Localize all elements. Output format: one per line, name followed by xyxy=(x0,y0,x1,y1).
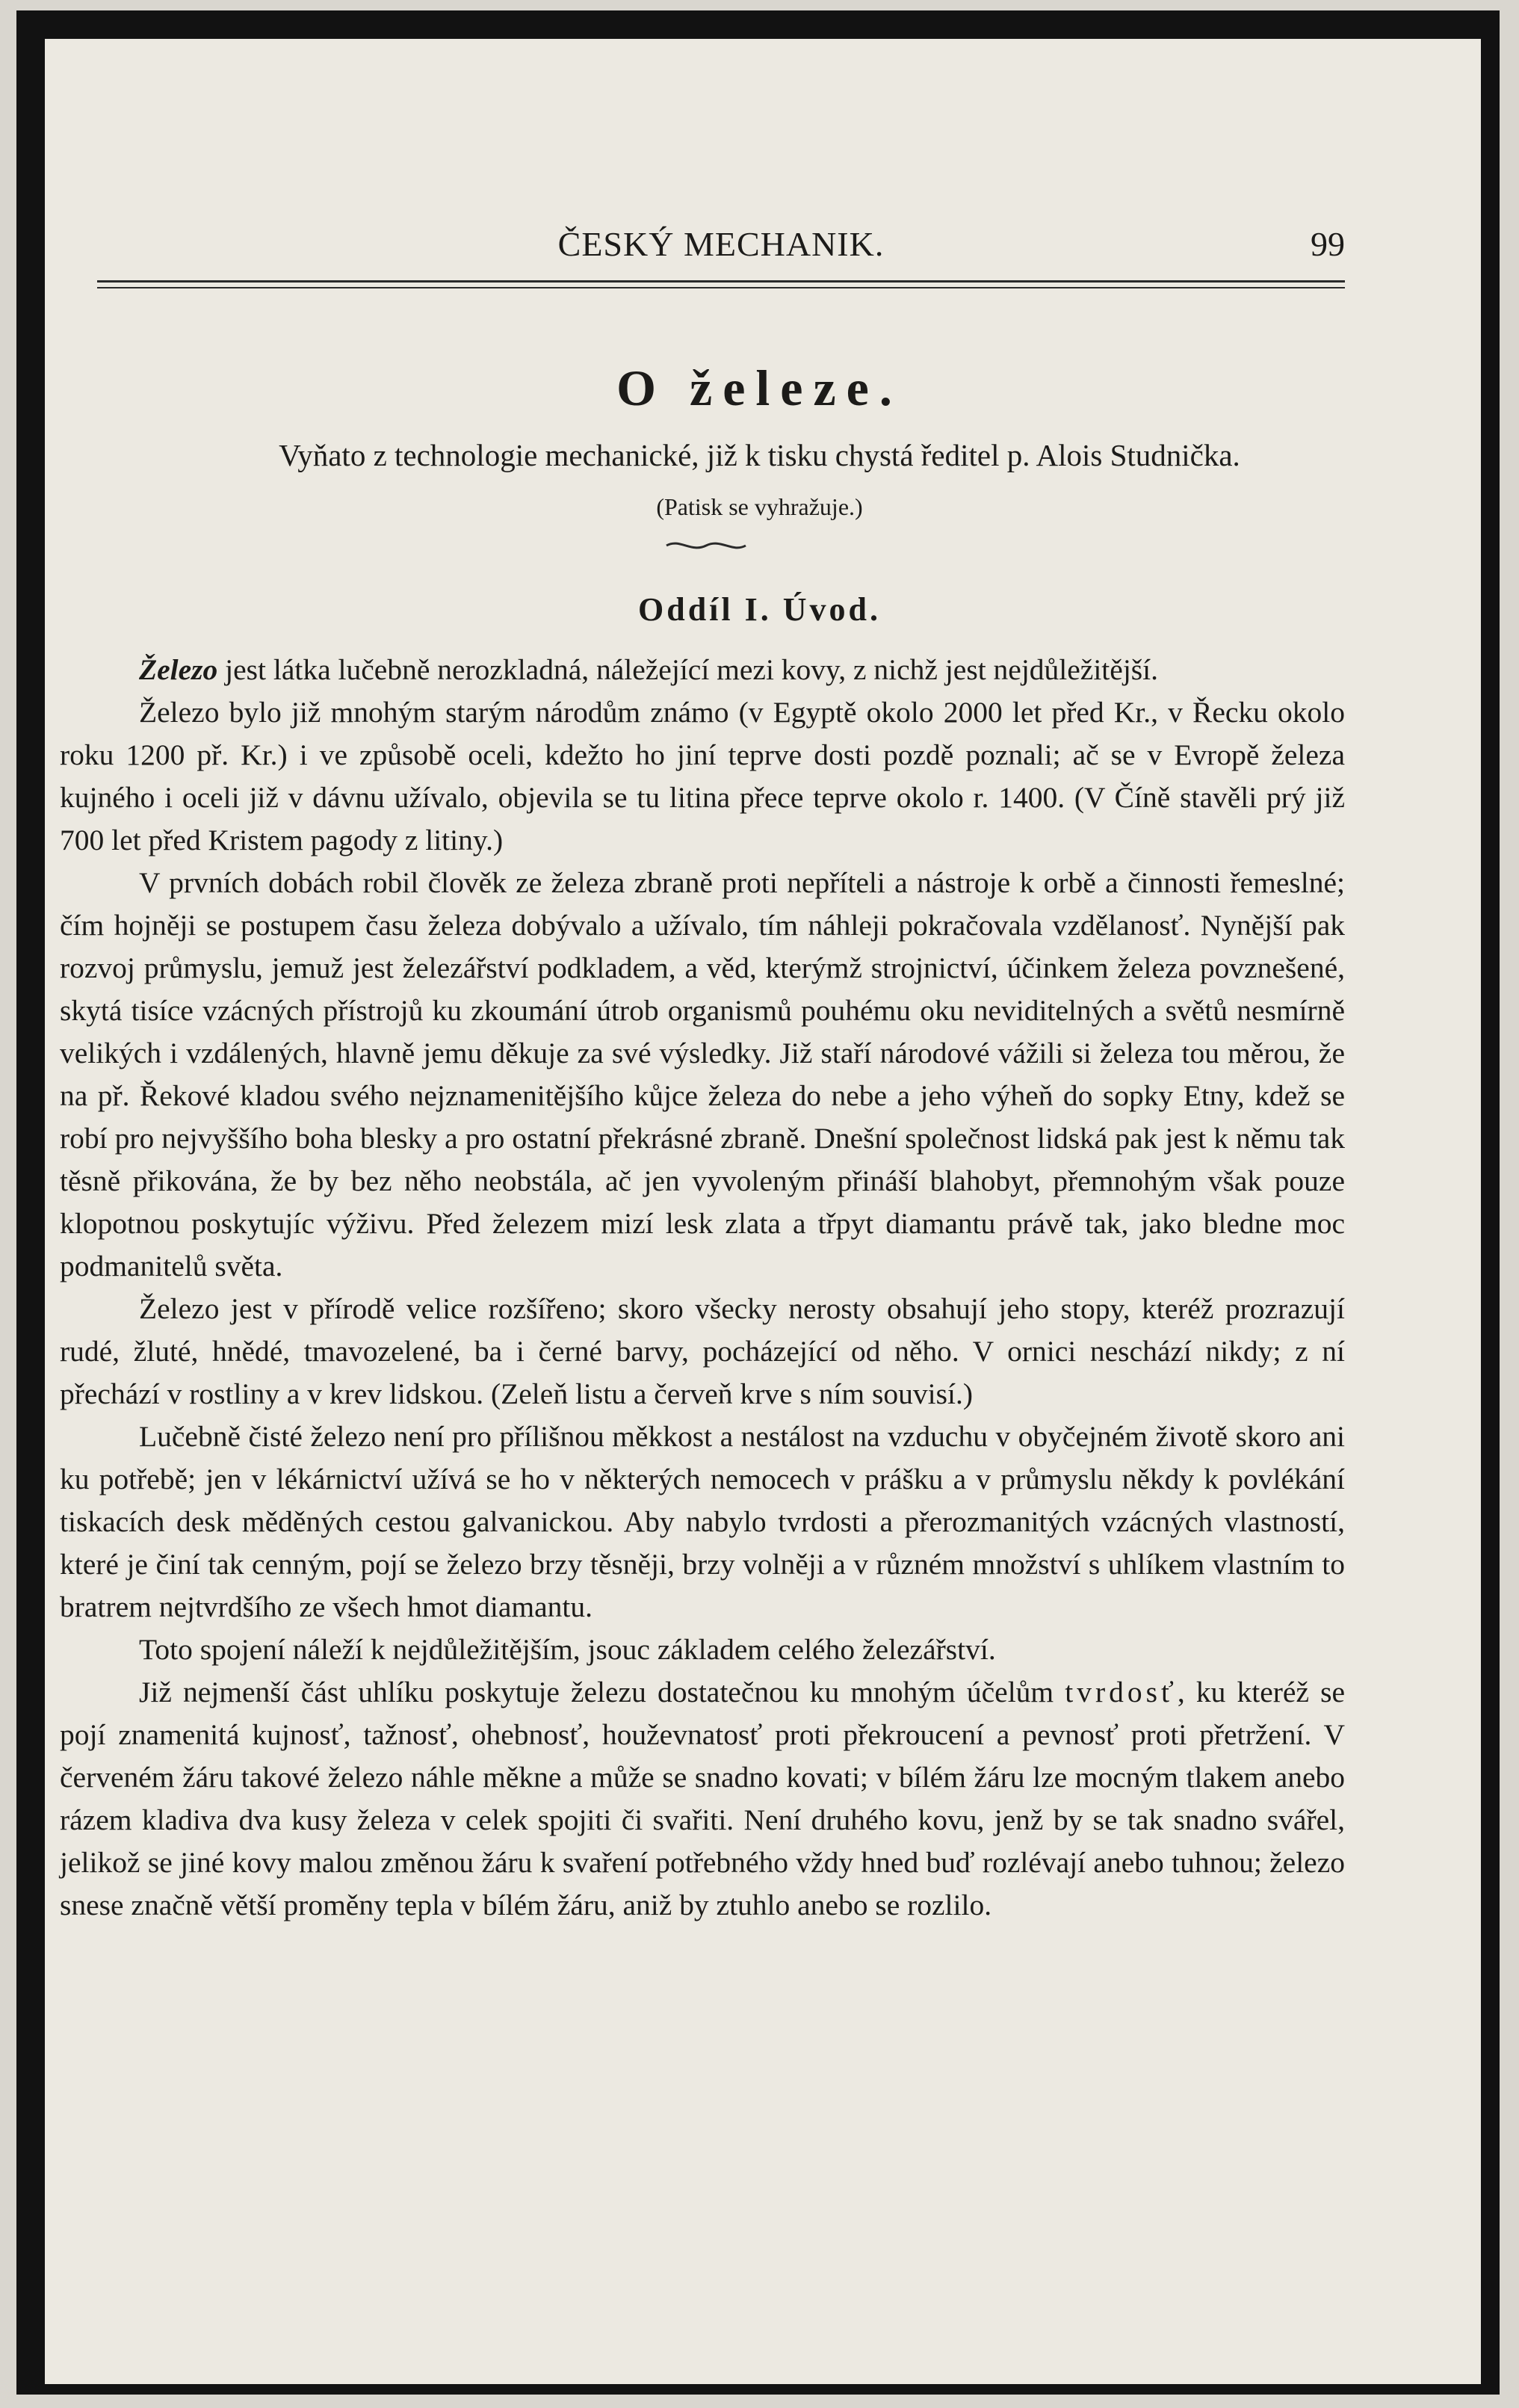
article-subtitle: Vyňato z technologie mechanické, již k tisku chystá ředitel p. Alois Studnička. xyxy=(279,438,1240,472)
article-title: O železe. xyxy=(616,359,903,416)
page-number: 99 xyxy=(1311,225,1345,263)
header-rule xyxy=(97,280,1345,283)
reprint-notice: (Patisk se vyhražuje.) xyxy=(656,493,863,520)
header-rule-thin xyxy=(97,287,1345,288)
paragraph: Železo bylo již mnohým starým národům známo (v Egyptě okolo 2000 let před Kr., v Řecku okolo roku 1200 př. Kr.) i ve způsobě oceli, kdežto ho jiní teprve dosti pozdě poznali; ač se v Evropě železa kujného i oceli již v dávnu užívalo, objevila se tu litina přece teprve okolo r. 1400. (V Číně stavěli prý již 700 let před Kristem pagody z litiny.) xyxy=(60,696,1345,856)
paragraph-text: , ku kteréž se pojí znamenitá kujnosť, tažnosť, ohebnosť, houževnatosť proti překroucení a pevnosť proti přetržení. V červeném žáru takové železo náhle měkne a může se snadno kovati; v bílém žáru lze mocným tlakem anebo rázem kladiva dva kusy železa v celek spojiti či svařiti. Není druhého kovu, jenž by se tak snadno svářel, jelikož se jiné kovy malou změnou žáru k svaření potřebného vždy hned buď rozlévají anebo tuhnou; železo snese značně větší proměny tepla v bílém žáru, aniž by ztuhlo anebo se rozlilo. xyxy=(60,1676,1345,1921)
section-heading: Oddíl I. Úvod. xyxy=(638,591,881,628)
paragraph: Lučebně čisté železo není pro přílišnou měkkost a nestálost na vzduchu v obyčejném životě skoro ani ku potřebě; jen v lékárnictví užívá se ho v některých nemocech v prášku a v průmyslu někdy k povlékání tiskacích desk měděných cestou galvanickou. Aby nabylo tvrdosti a přerozmanitých vzácných vlastností, které je činí tak cenným, pojí se železo brzy těsněji, brzy volněji a v různém množství s uhlíkem vlastním to bratrem nejtvrdšího ze všech hmot diamantu. xyxy=(60,1420,1345,1623)
running-title: ČESKÝ MECHANIK. xyxy=(557,225,885,263)
emphasis-term: Železo xyxy=(139,653,218,686)
spaced-term: tvrdosť xyxy=(1065,1676,1178,1708)
ornament-divider xyxy=(665,537,747,555)
paragraph: Železo jest v přírodě velice rozšířeno; skoro všecky nerosty obsahují jeho stopy, kteréž prozrazují rudé, žluté, hnědé, tmavozelené, ba i černé barvy, pocházející od něho. V ornici neschází nikdy; z ní přechází v rostliny a v krev lidskou. (Zeleň listu a červeň krve s ním souvisí.) xyxy=(60,1292,1345,1410)
paragraph: V prvních dobách robil člověk ze železa zbraně proti nepříteli a nástroje k orbě a činnosti řemeslné; čím hojněji se postupem času železa dobývalo a užívalo, tím náhleji pokračovala vzdělanosť. Nynější pak rozvoj průmyslu, jemuž jest železářství podkladem, a věd, kterýmž strojnictví, účinkem železa povznešené, skytá tisíce vzácných přístrojů ku zkoumání útrob organismů pouhému oku neviditelných a světů nesmírně velikých i vzdálených, hlavně jemu děkuje za své výsledky. Již staří národové vážili si železa tou měrou, že na př. Řekové kladou svého nejznamenitějšího kůjce železa do nebe a jeho výheň do sopky Etny, kdež se robí pro nejvyššího boha blesky a pro ostatní překrásné zbraně. Dnešní společnost lidská pak jest k němu tak těsně přikována, že by bez něho neobstála, ač jen vyvoleným přináší blahobyt, přemnohým však pouze klopotnou poskytujíc výživu. Před železem mizí lesk zlata a třpyt diamantu právě tak, jako bledne moc podmanitelů světa. xyxy=(60,866,1345,1282)
paragraph-text: Již nejmenší část uhlíku poskytuje železu dostatečnou ku mnohým účelům xyxy=(139,1676,1065,1708)
paragraph-text: jest látka lučebně nerozkladná, náležející mezi kovy, z nichž jest nejdůležitější. xyxy=(217,653,1159,686)
paragraph xyxy=(60,649,1345,691)
article-body xyxy=(60,649,1345,1927)
paragraph: Toto spojení náleží k nejdůležitějším, jsouc základem celého železářství. xyxy=(139,1633,996,1666)
paragraph xyxy=(60,1671,1345,1927)
page-header xyxy=(97,224,1345,277)
